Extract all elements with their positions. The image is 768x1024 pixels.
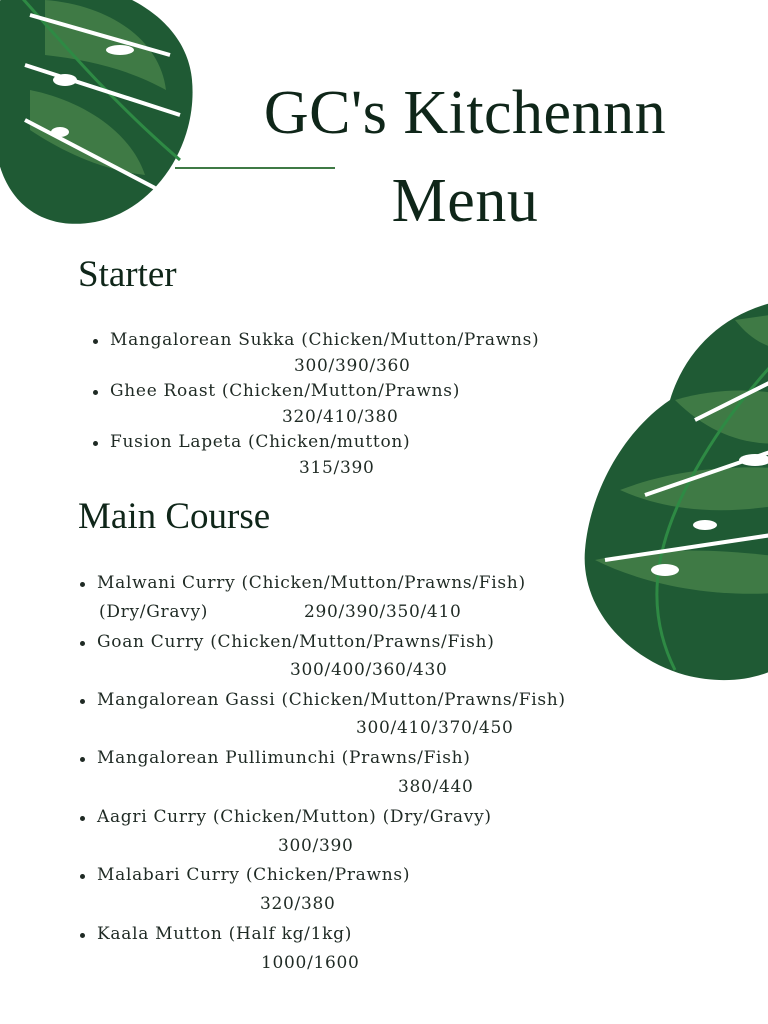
bullet-icon bbox=[80, 757, 85, 762]
main-item-price: 290/390/350/410 bbox=[304, 602, 462, 622]
main-item-price: 380/440 bbox=[398, 777, 474, 797]
bullet-icon bbox=[93, 441, 98, 446]
main-item-price: 300/390 bbox=[278, 836, 354, 856]
starter-heading: Starter bbox=[78, 254, 177, 295]
menu-title-line-2: Menu bbox=[391, 167, 539, 235]
main-item-name: Malabari Curry (Chicken/Prawns) bbox=[97, 865, 411, 885]
main-item-name: Goan Curry (Chicken/Mutton/Prawns/Fish) bbox=[97, 632, 495, 652]
main-item-price: 1000/1600 bbox=[261, 953, 360, 973]
starter-item-name: Mangalorean Sukka (Chicken/Mutton/Prawns) bbox=[110, 330, 540, 350]
main-item-name: Mangalorean Gassi (Chicken/Mutton/Prawns/Fish) bbox=[97, 690, 566, 710]
main-item-price: 300/400/360/430 bbox=[290, 660, 448, 680]
main-item-name: Kaala Mutton (Half kg/1kg) bbox=[97, 924, 353, 944]
main-item-name: Mangalorean Pullimunchi (Prawns/Fish) bbox=[97, 748, 471, 768]
monstera-leaf-right-icon bbox=[575, 290, 768, 690]
menu-title-line-1: GC's Kitchennn bbox=[263, 79, 667, 147]
main-item-name: Malwani Curry (Chicken/Mutton/Prawns/Fish) bbox=[97, 573, 526, 593]
starter-item-price: 300/390/360 bbox=[294, 356, 411, 376]
main-item-name: Aagri Curry (Chicken/Mutton) (Dry/Gravy) bbox=[97, 807, 492, 827]
main-item-variant: (Dry/Gravy) bbox=[99, 602, 209, 622]
bullet-icon bbox=[93, 390, 98, 395]
bullet-icon bbox=[80, 816, 85, 821]
bullet-icon bbox=[80, 582, 85, 587]
bullet-icon bbox=[80, 699, 85, 704]
main-item-price: 300/410/370/450 bbox=[356, 718, 514, 738]
main-item-price: 320/380 bbox=[260, 894, 336, 914]
monstera-leaf-top-left-icon bbox=[0, 0, 210, 240]
starter-item-name: Fusion Lapeta (Chicken/mutton) bbox=[110, 432, 411, 452]
starter-item-price: 320/410/380 bbox=[282, 407, 399, 427]
starter-item-price: 315/390 bbox=[299, 458, 375, 478]
main-course-heading: Main Course bbox=[78, 496, 271, 537]
bullet-icon bbox=[80, 641, 85, 646]
bullet-icon bbox=[80, 874, 85, 879]
starter-item-name: Ghee Roast (Chicken/Mutton/Prawns) bbox=[110, 381, 461, 401]
bullet-icon bbox=[93, 339, 98, 344]
bullet-icon bbox=[80, 933, 85, 938]
